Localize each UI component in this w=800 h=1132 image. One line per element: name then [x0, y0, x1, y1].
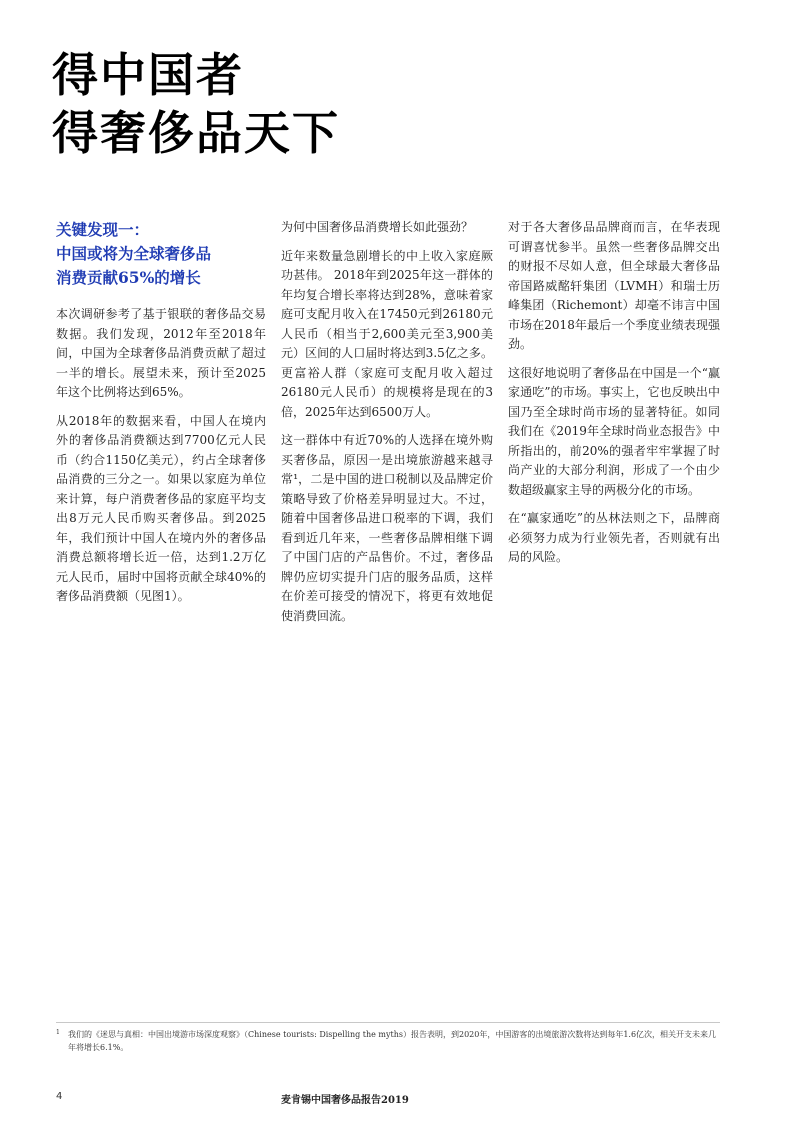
column-1-paragraph-2: 从2018年的数据来看，中国人在境内外的奢侈品消费额达到7700亿元人民币（约合1150亿美元），约占全球奢侈品消费的三分之一。如果以家庭为单位来计算，每户消费奢侈品的家庭平均支出8万元人民币购买奢侈品。到2025年，我们预计中国人在境内外的奢侈品消费总额将增长近一倍，达到1.2万亿元人民币，届时中国将贡献全球40%的奢侈品消费额（见图1）。 [56, 413, 266, 603]
page-title-line-2: 得奢侈品天下 [52, 106, 340, 160]
column-2 [281, 218, 493, 635]
column-2-paragraph-3: 这一群体中有近70%的人选择在境外购买奢侈品，原因一是出境旅游越来越寻常¹，二是中国的进口税制以及品牌定价策略导致了价格差异明显过大。不过，随着中国奢侈品进口税率的下调，我们看到近几年来，一些奢侈品牌相继下调了中国门店的产品售价。不过，奢侈品牌仍应切实提升门店的服务品质，这样在价差可接受的情况下，将更有效地促使消费回流。 [281, 433, 493, 623]
column-3 [508, 218, 720, 577]
page-number: 4 [56, 1091, 63, 1102]
footer-report-title: 麦肯锡中国奢侈品报告2019 [281, 1095, 409, 1106]
footnote-text: 我们的《迷思与真相：中国出境游市场深度观察》（Chinese tourists: Dispelling the myths）报告表明，到2020年，中国游客的出境旅游次数将达到每年1.6亿次，相关开支未来几年将增长6.1%。 [68, 1030, 717, 1052]
column-3-paragraph-1: 对于各大奢侈品品牌商而言，在华表现可谓喜忧参半。虽然一些奢侈品牌交出的财报不尽如人意，但全球最大奢侈品帝国路威酩轩集团（LVMH）和瑞士历峰集团（Richemont）却毫不讳言中国市场在2018年最后一个季度业绩表现强劲。 [508, 220, 720, 351]
footnote-mark: 1 [56, 1029, 60, 1036]
column-2-paragraph-1: 为何中国奢侈品消费增长如此强劲？ [281, 220, 474, 234]
column-3-paragraph-2: 这很好地说明了奢侈品在中国是一个“赢家通吃”的市场。事实上，它也反映出中国乃至全球时尚市场的显著特征。如同我们在《2019年全球时尚业态报告》中所指出的，前20%的强者牢牢掌握了时尚产业的大部分利润，形成了一个由少数超级赢家主导的两极分化的市场。 [508, 365, 720, 497]
column-3-paragraph-3: 在“赢家通吃”的丛林法则之下，品牌商必须努力成为行业领先者，否则就有出局的风险。 [508, 511, 720, 564]
column-2-paragraph-2: 近年来数量急剧增长的中上收入家庭厥功甚伟。 2018年到2025年这一群体的年均复合增长率将达到28%，意味着家庭可支配月收入在17450元到26180元人民币（相当于2,600美元至3,900美元）区间的人口届时将达到3.5亿之多。更富裕人群（家庭可支配月收入超过26180元人民币）的规模将是现在的3倍，2025年达到6500万人。 [281, 248, 493, 419]
column-1-paragraph-1: 本次调研参考了基于银联的奢侈品交易数据。我们发现，2012年至2018年间，中国为全球奢侈品消费贡献了超过一半的增长。展望未来，预计至2025年这个比例将达到65%。 [56, 307, 266, 399]
key-finding-heading [56, 218, 266, 290]
column-1 [56, 218, 266, 616]
page-title-line-1: 得中国者 [52, 48, 244, 102]
key-finding-heading-line-2: 中国或将为全球奢侈品 [56, 244, 212, 263]
key-finding-heading-line-1: 关键发现一： [56, 220, 150, 239]
footnote [56, 1028, 720, 1054]
page-title [52, 46, 340, 162]
key-finding-heading-line-3: 消费贡献65%的增长 [56, 268, 201, 287]
footnote-divider [56, 1022, 720, 1023]
